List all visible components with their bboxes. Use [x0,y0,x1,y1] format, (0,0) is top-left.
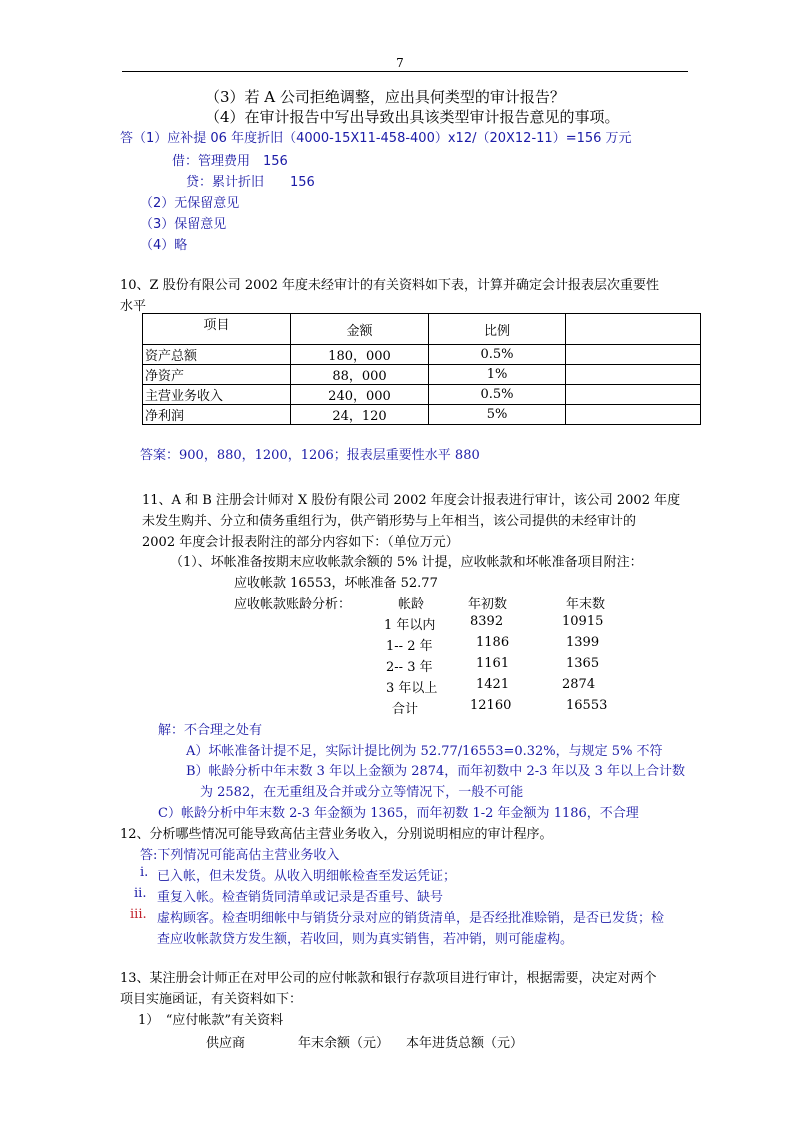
solution-11-b2: 为 2582，在无重组及合并或分立等情况下，一般不可能 [200,785,524,800]
column-header-balance: 年末余额（元） [298,1036,390,1051]
question-11-line3: 2002 年度会计报表附注的部分内容如下：（单位万元） [142,535,459,550]
table-cell: 净资产 [143,365,291,385]
table-cell: 0.5% [429,385,566,405]
aging-cell: 10915 [562,614,604,629]
aging-cell: 16553 [566,698,608,713]
aging-header: 年末数 [566,597,606,612]
table-cell [566,345,701,365]
solution-11-title: 解：不合理之处有 [158,723,263,738]
aging-cell: 合计 [392,702,419,717]
question-11-line2: 未发生购并、分立和债务重组行为，供产销形势与上年相当，该公司提供的未经审计的 [142,514,637,529]
aging-cell: 1399 [566,635,600,650]
table-header-cell: 金额 [291,314,429,345]
aging-cell: 1186 [476,635,510,650]
table-cell: 净利润 [143,405,291,425]
solution-11-b1: B）帐龄分析中年末数 3 年以上金额为 2874，而年初数中 2-3 年以及 3 年以上合计数 [186,764,686,779]
header-rule [122,71,688,72]
answer-9-3: （3）保留意见 [140,217,227,232]
question-12: 12、分析哪些情况可能导致高估主营业务收入，分别说明相应的审计程序。 [120,827,553,842]
solution-11-a: A）坏帐准备计提不足，实际计提比例为 52.77/16553=0.32%，与规定 5% 不符 [186,744,663,759]
aging-cell: 2-- 3 年 [386,660,433,675]
table-cell: 240，000 [291,385,429,405]
answer-9-line1: 答（1）应补提 06 年度折旧（4000-15X11-458-400）x12/（20X12-11）=156 万元 [120,131,632,146]
answer-12-item-iii-cont: 查应收帐款贷方发生额，若收回，则为真实销售，若冲销，则可能虚构。 [157,932,574,947]
question-9-3: （3）若 A 公司拒绝调整，应出具何类型的审计报告？ [205,88,565,106]
column-header-purchases: 本年进货总额（元） [406,1036,524,1051]
aging-cell: 1 年以内 [384,618,436,633]
answer-12-num-i: i. [140,865,149,880]
table-row [143,385,701,405]
aging-cell: 8392 [470,614,504,629]
answer-10: 答案：900，880，1200，1206；报表层重要性水平 880 [140,448,480,463]
solution-11-c: C）帐龄分析中年末数 2-3 年金额为 1365，而年初数 1-2 年金额为 1186，不合理 [158,806,639,821]
page-number: 7 [396,56,404,70]
answer-12-item-ii: 重复入帐。检查销货同清单或记录是否重号、缺号 [157,890,444,905]
question-10-line1: 10、Z 股份有限公司 2002 年度未经审计的有关资料如下表，计算并确定会计报表层次重要性 [120,278,660,293]
table-cell [566,405,701,425]
question-11-line1: 11、A 和 B 注册会计师对 X 股份有限公司 2002 年度会计报表进行审计，该公司 2002 年度 [142,493,681,508]
answer-9-credit: 贷：累计折旧 156 [186,175,315,190]
receivable-balance: 应收帐款 16553，坏帐准备 52.77 [234,576,438,591]
aging-cell: 1161 [476,656,510,671]
question-11-item1: （1）、坏帐准备按期末应收帐款余额的 5% 计提，应收帐款和坏帐准备项目附注： [170,555,643,570]
aging-cell: 1-- 2 年 [386,639,433,654]
aging-header: 年初数 [468,597,508,612]
answer-12-title: 答:下列情况可能高估主营业务收入 [140,848,340,863]
answer-12-item-i: 已入帐，但未发货。从收入明细帐检查至发运凭证； [157,869,457,884]
aging-cell: 1421 [476,677,510,692]
table-row [143,345,701,365]
answer-9-debit: 借：管理费用 156 [172,154,288,169]
table-cell: 180，000 [291,345,429,365]
table-cell: 24，120 [291,405,429,425]
question-13-line1: 13、某注册会计师正在对甲公司的应付帐款和银行存款项目进行审计，根据需要，决定对两个 [120,971,657,986]
table-cell: 主营业务收入 [143,385,291,405]
table-cell: 5% [429,405,566,425]
question-13-line2: 项目实施函证，有关资料如下： [120,992,303,1007]
column-header-supplier: 供应商 [206,1036,246,1051]
table-cell [566,385,701,405]
table-row [143,405,701,425]
materiality-table [142,313,701,425]
answer-9-2: （2）无保留意见 [140,196,240,211]
question-9-4: （4）在审计报告中写出导致出具该类型审计报告意见的事项。 [205,108,620,126]
table-cell: 资产总额 [143,345,291,365]
answer-12-num-ii: ii. [134,886,147,901]
table-header-row [143,314,701,345]
table-header-cell: 比例 [429,314,566,345]
question-13-sub1: 1） “应付帐款”有关资料 [138,1013,284,1028]
answer-12-item-iii: 虚构顾客。检查明细帐中与销货分录对应的销货清单，是否经批准赊销，是否已发货；检 [157,911,665,926]
table-cell [566,365,701,385]
aging-cell: 12160 [470,698,512,713]
table-header-cell: 项目 [143,314,291,345]
aging-cell: 2874 [562,677,596,692]
table-cell: 0.5% [429,345,566,365]
aging-cell: 1365 [566,656,600,671]
answer-9-4: （4）略 [140,238,188,253]
table-header-cell [566,314,701,345]
aging-cell: 3 年以上 [386,681,438,696]
aging-header: 帐龄 [398,597,425,612]
question-10-line2: 水平 [120,299,147,314]
table-row [143,365,701,385]
aging-label: 应收帐款账龄分析： [234,597,352,612]
answer-12-num-iii: iii. [130,907,147,922]
table-cell: 1% [429,365,566,385]
table-cell: 88，000 [291,365,429,385]
